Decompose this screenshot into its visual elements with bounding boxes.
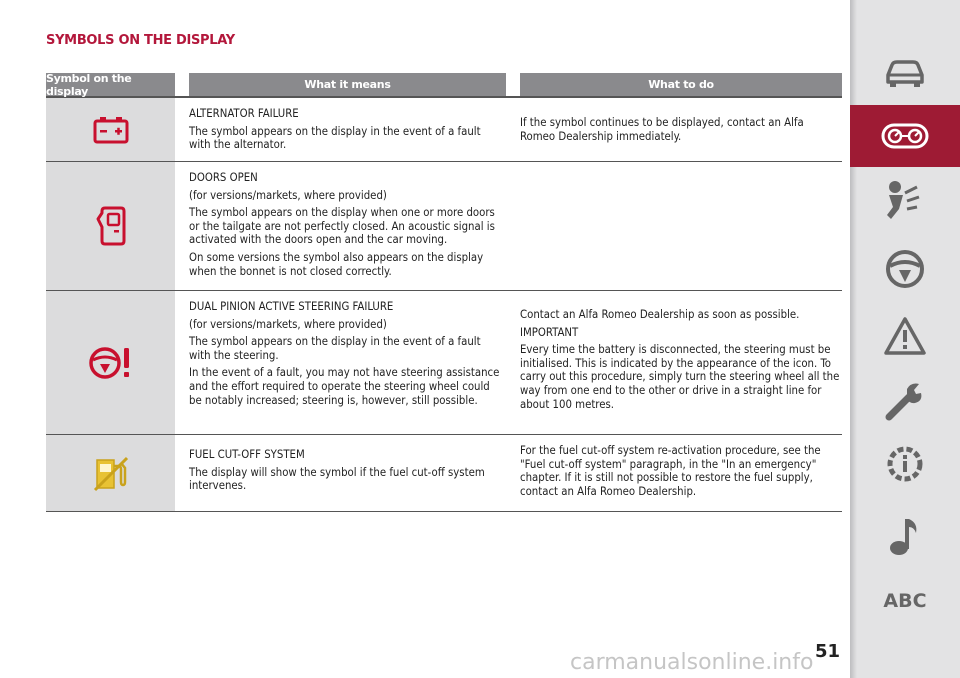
symbol-cell [46,435,175,511]
todo-cell [506,162,842,290]
sidebar-item-steering[interactable] [850,238,960,300]
todo-text: For the fuel cut-off system re-activation procedure, see the "Fuel cut-off system" paragraph, in the "In an emergency" chapter. If it is still not possible to restore the fuel supply, contact an Alfa Romeo Dealership. [520,444,821,498]
sidebar-item-index[interactable] [850,570,960,632]
meaning-cell [175,98,506,161]
meaning-text: In the event of a fault, you may not have steering assistance and the effort required to operate the steering wheel could be notably increased; steering is, however, still possible. [189,366,500,407]
row-title: ALTERNATOR FAILURE [189,107,299,120]
todo-cell [506,98,842,161]
table-row [46,98,842,162]
warning-triangle-icon [883,316,927,356]
meaning-text: (for versions/markets, where provided) [189,188,387,202]
header-todo: What to do [520,73,842,96]
table-row [46,435,842,512]
steering-failure-icon [88,345,134,381]
door-open-icon [96,205,126,247]
meaning-text: On some versions the symbol also appears on the display when the bonnet is not closed correctly. [189,250,484,278]
index-label: ABC [883,590,927,612]
battery-icon [92,115,130,145]
steering-wheel-icon [884,248,926,290]
header-symbol: Symbol on the display [46,73,175,96]
table-row [46,291,842,435]
page-number: 51 [815,641,841,662]
meaning-text: The symbol appears on the display in the event of a fault with the alternator. [189,124,481,152]
car-icon [882,57,928,89]
todo-important: IMPORTANT [520,325,579,339]
sidebar-item-warning[interactable] [850,305,960,367]
meaning-cell [175,291,506,434]
symbol-cell [46,291,175,434]
row-title: FUEL CUT-OFF SYSTEM [189,448,305,461]
watermark: carmanualsonline.info [570,650,814,675]
table-header [46,73,842,98]
symbol-cell [46,98,175,161]
music-note-icon [888,515,922,557]
meaning-text: (for versions/markets, where provided) [189,317,387,331]
passenger-safety-icon [883,179,927,223]
sidebar-item-dashboard[interactable] [850,105,960,167]
wrench-icon [883,379,927,423]
sidebar-item-safety[interactable] [850,170,960,232]
sidebar-item-maintenance[interactable] [850,370,960,432]
meaning-cell [175,435,506,511]
page-title: SYMBOLS ON THE DISPLAY [46,33,235,48]
todo-cell [506,291,842,434]
dashboard-icon [880,121,930,151]
meaning-cell [175,162,506,290]
meaning-text: The display will show the symbol if the fuel cut-off system intervenes. [189,465,485,493]
symbols-table [46,73,842,512]
chapter-sidebar [850,0,960,678]
row-title: DUAL PINION ACTIVE STEERING FAILURE [189,300,394,313]
table-row [46,162,842,291]
sidebar-item-multimedia[interactable] [850,505,960,567]
todo-text: Contact an Alfa Romeo Dealership as soon as possible. [520,308,800,321]
meaning-text: The symbol appears on the display in the event of a fault with the steering. [189,335,481,362]
fuel-cutoff-icon [92,454,130,492]
sidebar-item-car[interactable] [850,42,960,104]
todo-text: If the symbol continues to be displayed, contact an Alfa Romeo Dealership immediately. [520,116,804,143]
header-meaning: What it means [189,73,506,96]
row-title: DOORS OPEN [189,171,258,184]
symbol-cell [46,162,175,290]
sidebar-item-technical-data[interactable] [850,433,960,495]
meaning-text: The symbol appears on the display when one or more doors or the tailgate are not perfectly closed. An acoustic signal is activated with the doors open and the car moving. [189,206,495,247]
technical-data-icon [883,442,927,486]
todo-cell [506,435,842,511]
todo-text: Every time the battery is disconnected, the steering must be initialised. This is indicated by the appearance of the icon. To carry out this procedure, simply turn the steering wheel all the way from one end to the other or drive in a straight line for about 100 metres. [520,343,840,411]
